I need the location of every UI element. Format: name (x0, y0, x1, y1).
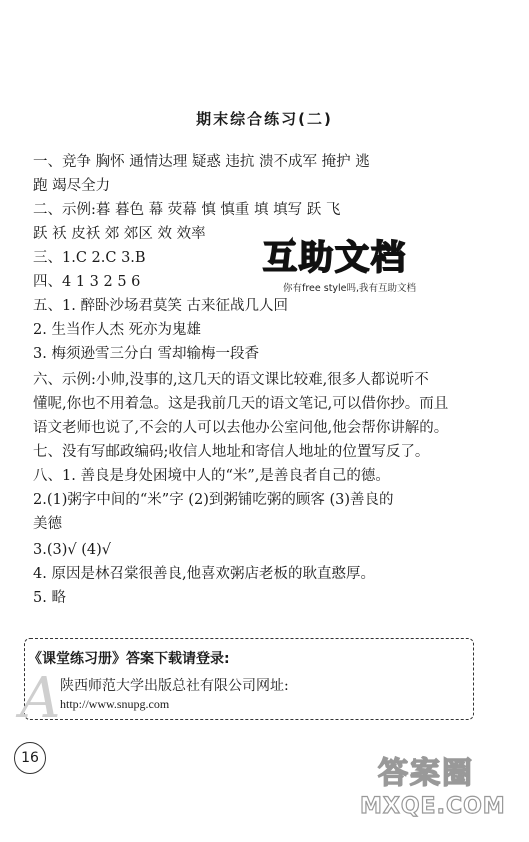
answer-line-12: 语文老师也说了,不会的人可以去他办公室问他,他会帮你讲解的。 (33, 420, 449, 436)
answer-line-16: 美德 (33, 516, 62, 532)
answer-line-15: 2.(1)粥字中间的“米”字 (2)到粥铺吃粥的顾客 (3)善良的 (33, 492, 394, 508)
answer-line-5: 三、1.C 2.C 3.B (33, 250, 146, 266)
answer-line-3: 二、示例:暮 暮色 幕 荧幕 慎 慎重 填 填写 跃 飞 (33, 202, 341, 218)
watermark-logo: 互助文档 (263, 238, 407, 278)
answer-line-18: 4. 原因是林召棠很善良,他喜欢粥店老板的耿直憨厚。 (33, 566, 376, 582)
bottom-watermark-url: MXQE.COM (360, 794, 506, 819)
answer-line-17: 3.(3)√ (4)√ (33, 542, 112, 558)
decorative-letter: A (20, 666, 61, 731)
answer-line-6: 四、4 1 3 2 5 6 (33, 274, 141, 290)
answer-line-10: 六、示例:小帅,没事的,这几天的语文课比较难,很多人都说听不 (33, 372, 429, 388)
bottom-watermark-logo: 答案圈 (378, 756, 474, 791)
publisher-url: http://www.snupg.com (60, 697, 170, 711)
answer-line-4: 跃 袄 皮袄 郊 郊区 效 效率 (33, 226, 206, 242)
answer-line-14: 八、1. 善良是身处困境中人的“米”,是善良者自己的德。 (33, 468, 390, 484)
answer-line-8: 2. 生当作人杰 死亦为鬼雄 (33, 322, 202, 338)
watermark-logo-block (263, 238, 443, 294)
publisher-line: 陕西师范大学出版总社有限公司网址: (60, 678, 289, 694)
answer-line-19: 5. 略 (33, 590, 66, 606)
answer-line-9: 3. 梅须逊雪三分白 雪却输梅一段香 (33, 346, 260, 362)
answer-line-2: 跑 竭尽全力 (33, 178, 111, 194)
page-title: 期末综合练习(二) (196, 110, 333, 128)
watermark-slogan: 你有free style吗,我有互助文档 (283, 283, 417, 294)
page-number: 16 (14, 742, 46, 774)
answer-line-13: 七、没有写邮政编码;收信人地址和寄信人地址的位置写反了。 (33, 444, 430, 460)
answer-line-1: 一、竞争 胸怀 通情达理 疑惑 违抗 溃不成军 掩护 逃 (33, 154, 370, 170)
answer-line-7: 五、1. 醉卧沙场君莫笑 古来征战几人回 (33, 298, 289, 314)
download-box-title: 《课堂练习册》答案下载请登录: (28, 651, 230, 667)
answer-line-11: 懂呢,你也不用着急。这是我前几天的语文笔记,可以借你抄。而且 (33, 396, 449, 412)
